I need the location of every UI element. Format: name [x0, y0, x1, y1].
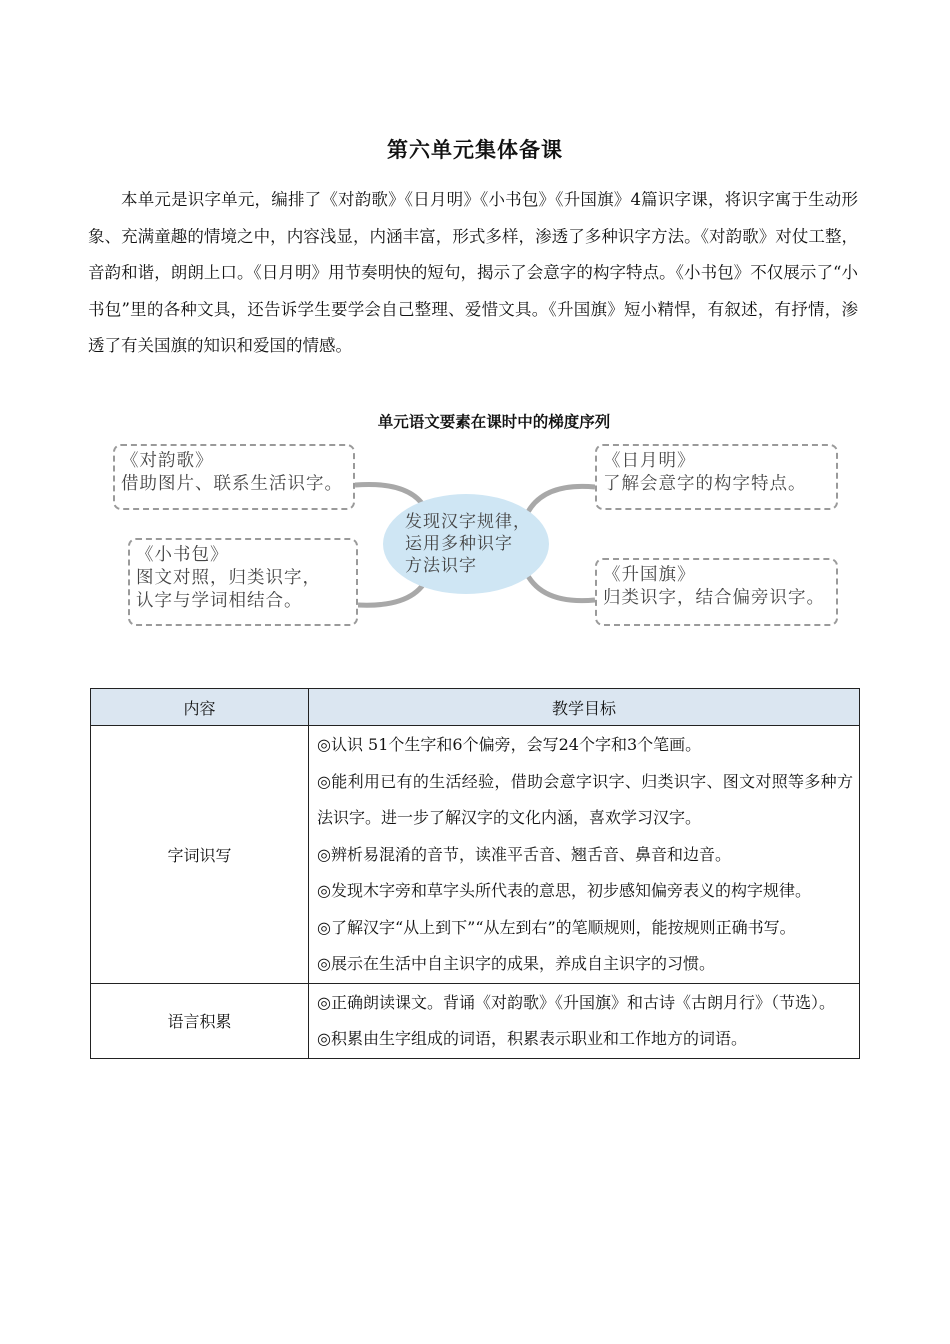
- lesson-desc: 图文对照，归类识字，: [136, 568, 321, 588]
- lesson-title: 《对韵歌》: [121, 451, 214, 471]
- row-goals: [309, 983, 860, 1058]
- goal-item: ◎辨析易混淆的音节，读准平舌音、翘舌音、鼻音和边音。: [317, 844, 731, 864]
- lesson-box-ri-yue-ming: [595, 444, 838, 510]
- goal-item: ◎认识 51个生字和6个偏旁，会写24个字和3个笔画。: [317, 735, 702, 754]
- row-goals: [309, 726, 860, 984]
- goal-item: ◎了解汉字“从上到下”“从左到右”的笔顺规则，能按规则正确书写。: [317, 917, 796, 937]
- intro-paragraph: 本单元是识字单元，编排了《对韵歌》《日月明》《小书包》《升国旗》4篇识字课，将识字寓于生动形象、充满童趣的情境之中，内容浅显，内涵丰富，形式多样，渗透了多种识字方法。《对韵歌》对仗工整，音韵和谐，朗朗上口。《日月明》用节奏明快的短句，揭示了会意字的构字特点。《小书包》不仅展示了“小书包”里的各种文具，还告诉学生要学会自己整理、爱惜文具。《升国旗》短小精悍，有叙述，有抒情，渗透了有关国旗的知识和爱国的情感。: [88, 190, 858, 355]
- diagram-title: 单元语文要素在课时中的梯度序列: [377, 413, 611, 431]
- center-line: 发现汉字规律，: [405, 512, 531, 532]
- lesson-box-xiao-shu-bao: [128, 538, 358, 626]
- goal-item: ◎能利用已有的生活经验，借助会意字识字、归类识字、图文对照等多种方法识字。进一步了解汉字的文化内涵，喜欢学习汉字。: [317, 771, 853, 827]
- goal-item: ◎展示在生活中自主识字的成果，养成自主识字的习惯。: [317, 954, 715, 973]
- lesson-desc: 了解会意字的构字特点。: [603, 474, 807, 494]
- lesson-desc: 借助图片、联系生活识字。: [121, 474, 343, 494]
- table-row: [91, 983, 860, 1058]
- row-label: 语言积累: [91, 983, 309, 1058]
- center-line: 运用多种识字: [405, 534, 513, 554]
- row-label: 字词识写: [91, 726, 309, 984]
- goal-item: ◎积累由生字组成的词语，积累表示职业和工作地方的词语。: [317, 1029, 747, 1048]
- header-content: 内容: [91, 689, 309, 726]
- goal-item: ◎发现木字旁和草字头所代表的意思，初步感知偏旁表义的构字规律。: [317, 881, 811, 900]
- lesson-title: 《升国旗》: [603, 565, 696, 585]
- page-title: 第六单元集体备课: [387, 138, 563, 162]
- center-topic: [383, 494, 549, 594]
- center-line: 方法识字: [405, 556, 477, 576]
- lesson-title: 《日月明》: [603, 451, 696, 471]
- lesson-box-sheng-guo-qi: [595, 558, 838, 626]
- table-row: [91, 726, 860, 984]
- teaching-goals-table: [90, 688, 860, 1059]
- lesson-box-dui-yun-ge: [113, 444, 355, 510]
- header-goals: 教学目标: [309, 689, 860, 726]
- lesson-title: 《小书包》: [136, 545, 229, 565]
- lesson-desc: 归类识字，结合偏旁识字。: [603, 588, 825, 608]
- table-header-row: [91, 689, 860, 726]
- goal-item: ◎正确朗读课文。背诵《对韵歌》《升国旗》和古诗《古朗月行》（节选）。: [317, 992, 835, 1012]
- lesson-mind-map: [100, 430, 860, 640]
- lesson-desc: 认字与学词相结合。: [136, 591, 303, 611]
